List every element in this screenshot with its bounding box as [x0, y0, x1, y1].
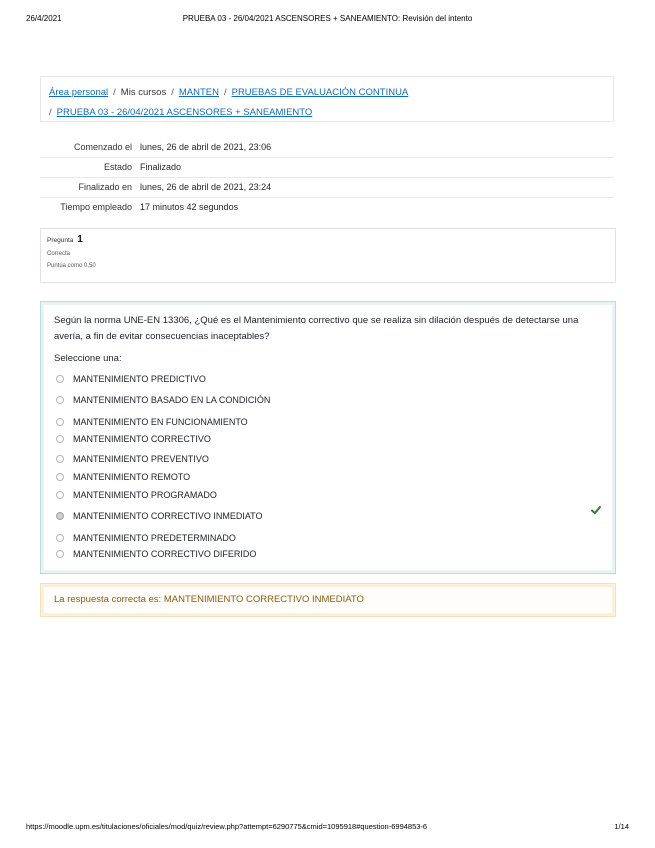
radio-button[interactable] [56, 435, 64, 443]
answer-label: MANTENIMIENTO CORRECTIVO INMEDIATO [73, 511, 263, 521]
summary-label: Comenzado el [73, 142, 132, 152]
print-footer [26, 822, 629, 834]
answer-label: MANTENIMIENTO EN FUNCIONAMIENTO [73, 417, 248, 427]
answer-option[interactable] [56, 393, 270, 407]
answer-label: MANTENIMIENTO REMOTO [73, 472, 191, 482]
print-title: PRUEBA 03 - 26/04/2021 ASCENSORES + SANEAMIENTO: Revisión del intento [182, 14, 473, 23]
breadcrumb [40, 76, 614, 122]
breadcrumb-course-link[interactable]: MANTEN [178, 87, 219, 98]
answer-label: MANTENIMIENTO CORRECTIVO DIFERIDO [73, 549, 257, 559]
answer-option-selected[interactable] [56, 509, 263, 523]
breadcrumb-my-courses: Mis cursos [120, 87, 167, 98]
question-info [40, 228, 616, 283]
summary-row-finished [40, 178, 614, 198]
question-formulation [40, 301, 616, 574]
answer-option[interactable] [56, 531, 236, 545]
radio-button[interactable] [56, 375, 64, 383]
breadcrumb-separator: / [49, 107, 52, 118]
print-page-number: 1/14 [614, 822, 629, 831]
radio-button[interactable] [56, 473, 64, 481]
answer-option[interactable] [56, 470, 190, 484]
summary-row-time [40, 198, 614, 218]
question-number [47, 234, 609, 245]
answer-option[interactable] [56, 432, 211, 446]
answer-label: MANTENIMIENTO CORRECTIVO [73, 434, 211, 444]
answer-option[interactable] [56, 415, 248, 429]
radio-button-checked[interactable] [56, 512, 64, 520]
answer-option[interactable] [56, 547, 256, 561]
breadcrumb-section-link[interactable]: PRUEBAS DE EVALUACIÓN CONTINUA [231, 87, 409, 98]
summary-label: Tiempo empleado [40, 198, 136, 218]
answer-option[interactable] [56, 452, 209, 466]
answer-label: MANTENIMIENTO PROGRAMADO [73, 490, 217, 500]
answer-option[interactable] [56, 488, 217, 502]
summary-value: lunes, 26 de abril de 2021, 23:06 [140, 142, 272, 152]
answer-label: MANTENIMIENTO PREDETERMINADO [73, 533, 236, 543]
print-date: 26/4/2021 [26, 14, 62, 23]
summary-row-started [40, 138, 614, 158]
breadcrumb-separator: / [171, 87, 174, 98]
question-state: Correcta [47, 251, 71, 257]
attempt-summary [40, 138, 614, 217]
summary-row-state [40, 158, 614, 178]
answer-label: MANTENIMIENTO PREVENTIVO [73, 454, 209, 464]
check-icon [590, 504, 602, 516]
question-number-value: 1 [77, 234, 83, 245]
radio-button[interactable] [56, 418, 64, 426]
radio-button[interactable] [56, 455, 64, 463]
breadcrumb-home-link[interactable]: Área personal [49, 87, 109, 98]
summary-value: lunes, 26 de abril de 2021, 23:24 [136, 178, 614, 198]
summary-value: 17 minutos 42 segundos [136, 198, 614, 218]
print-header [26, 14, 629, 26]
answer-prompt: Seleccione una: [54, 353, 122, 364]
radio-button[interactable] [56, 550, 64, 558]
answer-label: MANTENIMIENTO BASADO EN LA CONDICIÓN [73, 395, 271, 405]
breadcrumb-separator: / [113, 87, 116, 98]
radio-button[interactable] [56, 491, 64, 499]
question-grade: Puntúa como 0,50 [47, 263, 96, 269]
right-answer-text: La respuesta correcta es: MANTENIMIENTO CORRECTIVO INMEDIATO [54, 594, 364, 605]
radio-button[interactable] [56, 534, 64, 542]
answer-label: MANTENIMIENTO PREDICTIVO [73, 374, 206, 384]
breadcrumb-separator: / [223, 87, 227, 98]
summary-label: Finalizado en [40, 178, 136, 198]
answer-option[interactable] [56, 372, 206, 386]
radio-button[interactable] [56, 396, 64, 404]
question-text: Según la norma UNE-EN 13306, ¿Qué es el Mantenimiento correctivo que se realiza sin dilación después de detectarse una avería, a fin de evitar consecuencias inaceptables? [54, 315, 579, 342]
summary-label: Estado [40, 158, 136, 178]
summary-value: Finalizado [136, 158, 614, 178]
question-number-label: Pregunta [47, 237, 74, 244]
correct-answer-feedback [40, 583, 616, 617]
breadcrumb-quiz-link[interactable]: PRUEBA 03 - 26/04/2021 ASCENSORES + SANEAMIENTO [56, 107, 313, 118]
attempt-summary-table [40, 138, 614, 217]
print-url: https://moodle.upm.es/titulaciones/oficiales/mod/quiz/review.php?attempt=6290775&cmid=1095918#question-6994853-6 [26, 822, 428, 831]
